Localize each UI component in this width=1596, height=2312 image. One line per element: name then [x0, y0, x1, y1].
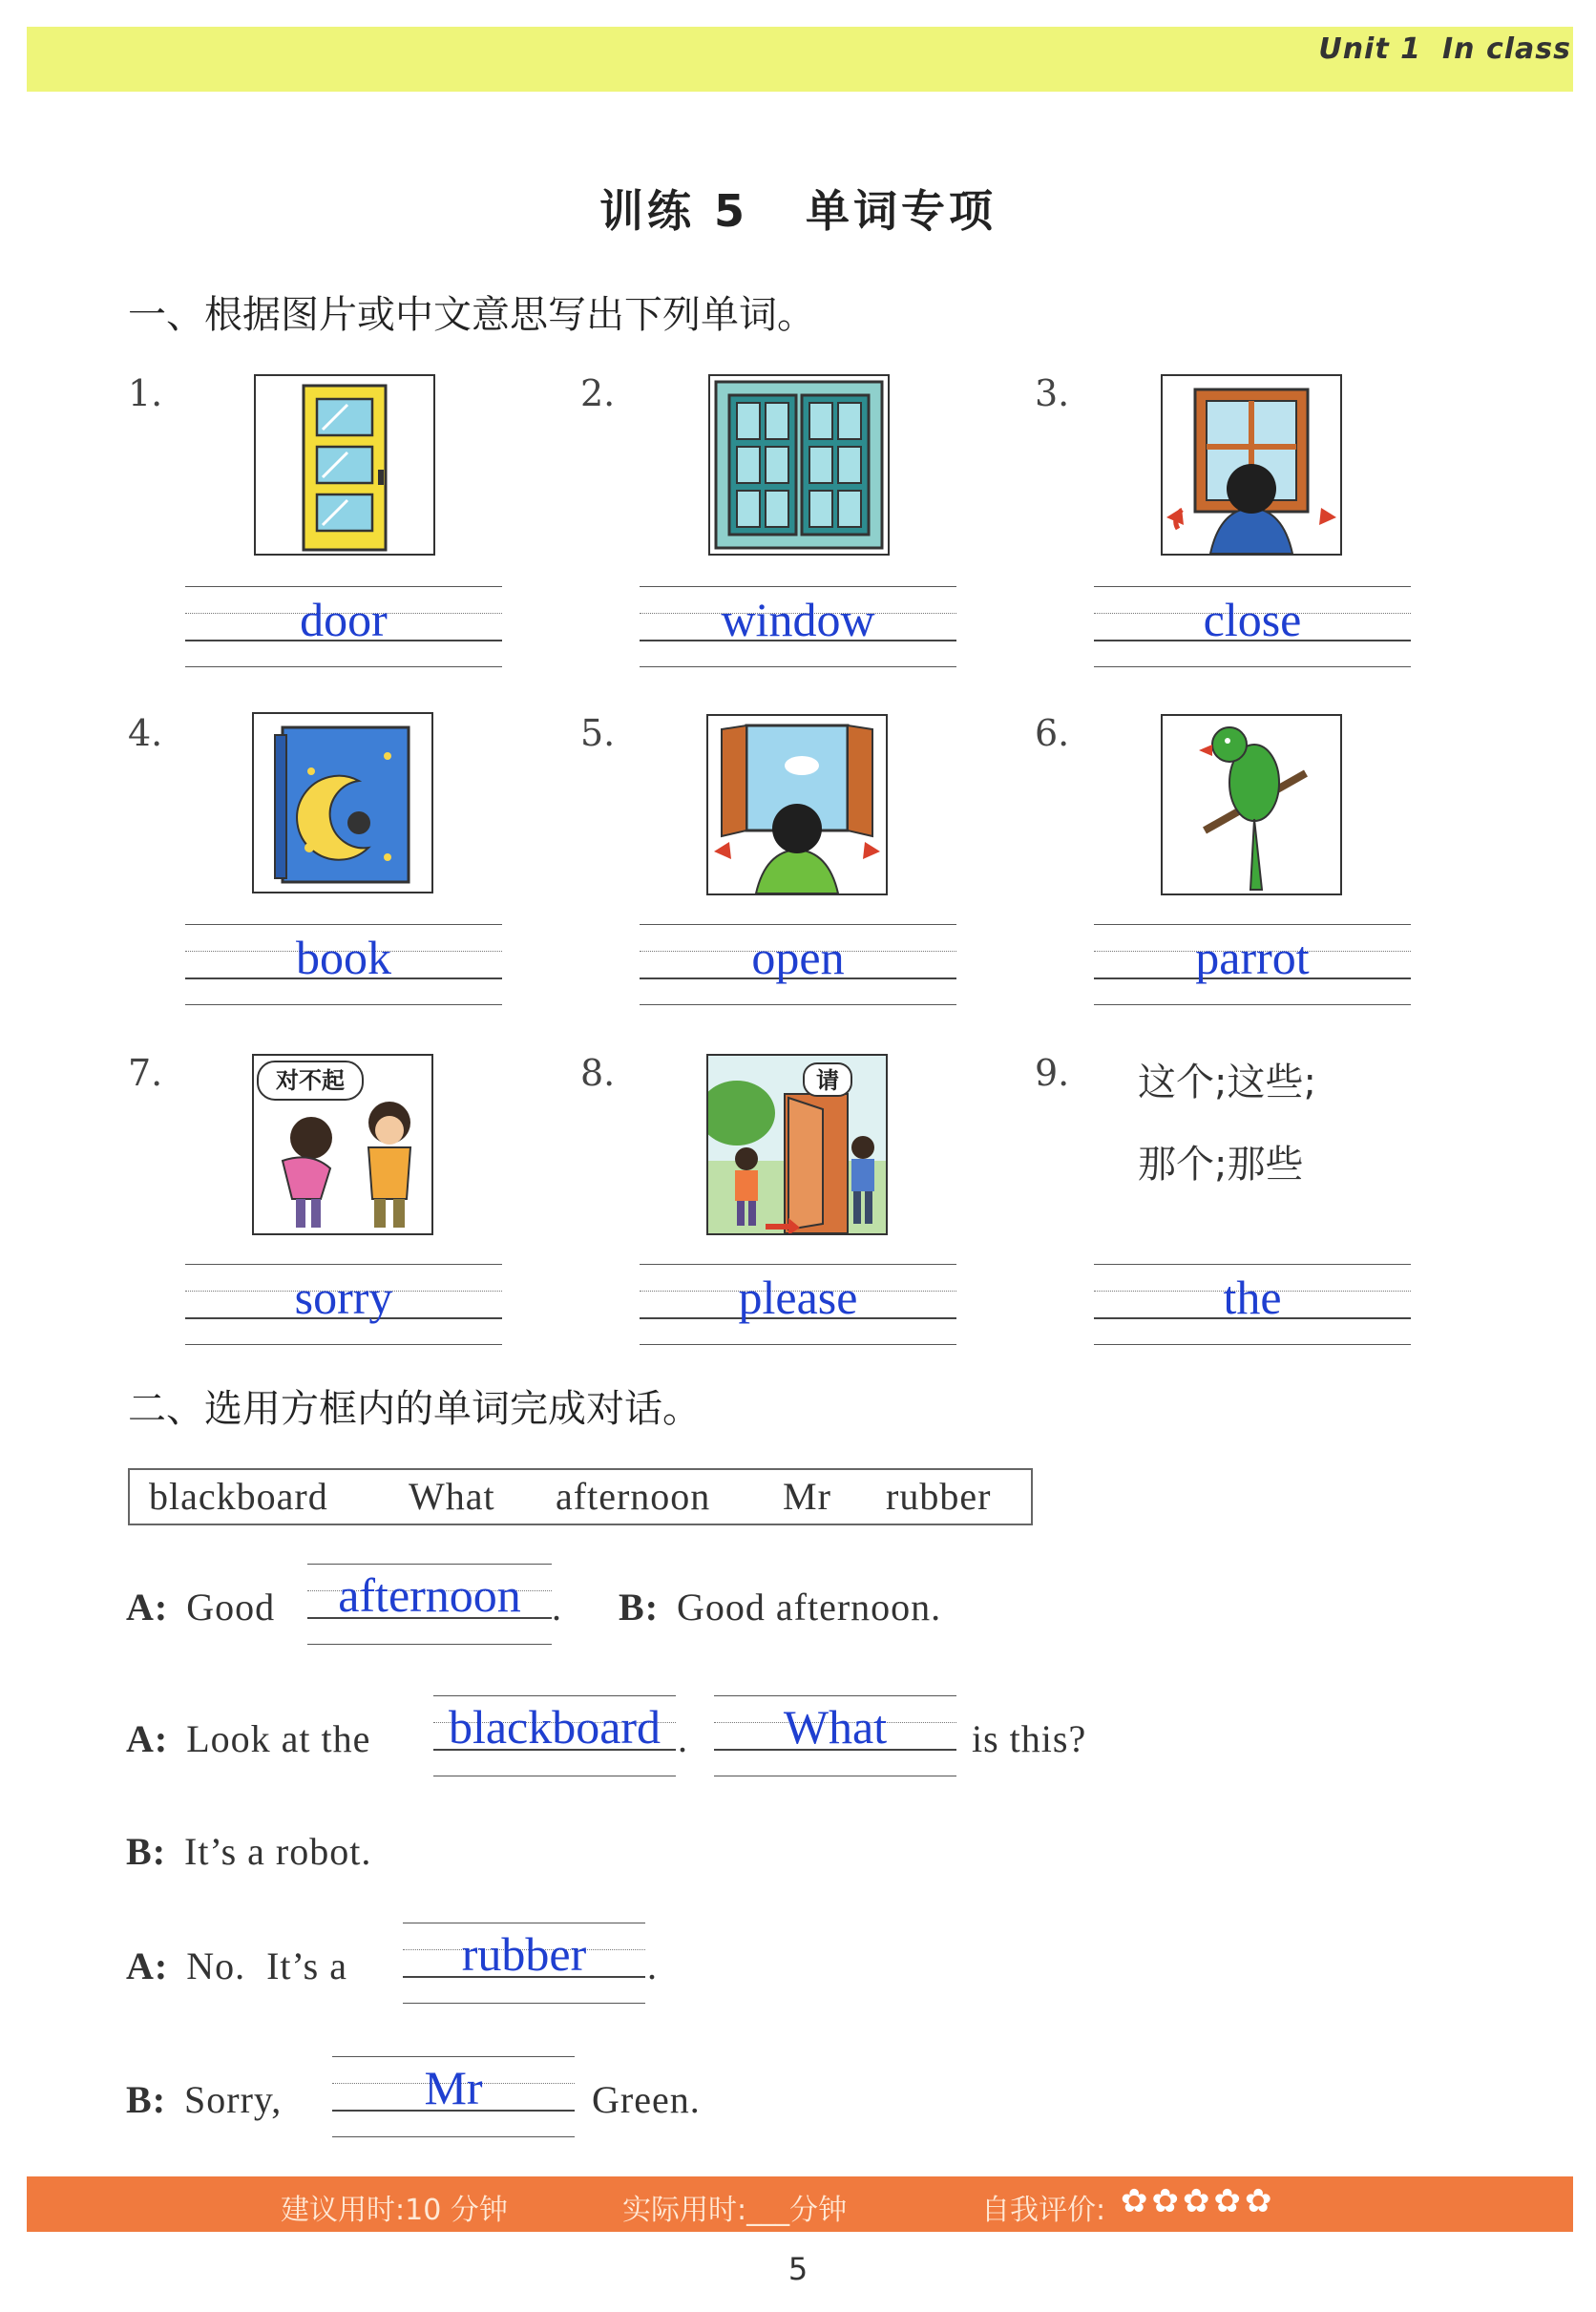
item-number: 6. — [1035, 712, 1070, 754]
answer-line — [640, 1264, 956, 1346]
dialogue-line-5: B: Sorry, — [126, 2078, 283, 2121]
word-box-item: blackboard — [149, 1475, 328, 1518]
sorry-icon — [252, 1054, 433, 1235]
sorry-bubble-text: 对不起 — [276, 1067, 345, 1094]
dialogue-text: Look at the — [186, 1717, 371, 1760]
rating-stars-icon: ✿✿✿✿✿ — [1121, 2182, 1276, 2220]
answer-please: please — [738, 1271, 858, 1324]
dialogue-punct: . — [678, 1717, 688, 1760]
dialogue-blank — [307, 1564, 552, 1646]
answer-sorry: sorry — [294, 1271, 393, 1324]
answer-line — [1094, 586, 1411, 668]
speaker-label: A — [126, 1944, 155, 1987]
window-icon — [708, 374, 890, 556]
dialogue-line-4: A: No. It’s a — [126, 1944, 347, 1987]
word-box — [128, 1468, 1033, 1525]
answer-afternoon: afternoon — [338, 1568, 521, 1622]
item-number: 4. — [128, 712, 163, 754]
answer-rubber: rubber — [461, 1927, 587, 1981]
dialogue-line-1: A: Good — [126, 1586, 276, 1629]
answer-blackboard: blackboard — [448, 1700, 662, 1754]
answer-door: door — [300, 593, 388, 646]
actual-time: 实际用时:___分钟 — [622, 2194, 848, 2227]
answer-mr: Mr — [424, 2061, 483, 2114]
answer-the: the — [1223, 1271, 1282, 1324]
please-bubble-text: 请 — [816, 1067, 839, 1094]
dialogue-punct: . — [552, 1586, 562, 1629]
open-window-icon — [706, 714, 888, 895]
speaker-label: A — [126, 1586, 155, 1629]
answer-line — [185, 586, 502, 668]
answer-open: open — [751, 931, 845, 984]
page-title: 训练 5 单词专项 — [598, 185, 998, 237]
dialogue-text: No. It’s a — [186, 1944, 347, 1987]
suggested-time: 建议用时:10 分钟 — [281, 2194, 508, 2227]
answer-line — [1094, 924, 1411, 1006]
word-box-item: What — [409, 1475, 495, 1518]
unit-label: Unit 1 — [1318, 32, 1421, 66]
speaker-label: B — [126, 2078, 153, 2121]
item-number: 5. — [580, 712, 616, 754]
item-number: 7. — [128, 1052, 163, 1094]
dialogue-blank — [433, 1695, 676, 1777]
chinese-meaning-line2: 那个;那些 — [1138, 1143, 1304, 1187]
dialogue-line-1b: B: Good afternoon. — [619, 1586, 942, 1629]
footer-bar — [27, 2176, 1573, 2232]
answer-line — [185, 924, 502, 1006]
page-number: 5 — [788, 2251, 808, 2287]
answer-line — [640, 924, 956, 1006]
word-box-item: Mr — [783, 1475, 831, 1518]
speaker-label: B — [619, 1586, 645, 1629]
dialogue-blank — [332, 2056, 575, 2138]
answer-book: book — [296, 931, 391, 984]
dialogue-line-3: B: It’s a robot. — [126, 1830, 372, 1873]
answer-close: close — [1203, 593, 1302, 646]
dialogue-text: It’s a robot. — [184, 1830, 372, 1873]
answer-line — [640, 586, 956, 668]
header-unit-label — [1297, 32, 1571, 66]
dialogue-blank — [403, 1923, 645, 2005]
item-number: 1. — [128, 372, 163, 414]
answer-what: What — [783, 1700, 888, 1754]
dialogue-text: Green. — [592, 2078, 701, 2121]
dialogue-text: Good — [186, 1586, 276, 1629]
speaker-label: A — [126, 1717, 155, 1760]
please-icon — [706, 1054, 888, 1235]
speaker-label: B — [126, 1830, 153, 1873]
dialogue-blank — [714, 1695, 956, 1777]
chinese-meaning-line1: 这个;这些; — [1138, 1061, 1316, 1104]
item-number: 2. — [580, 372, 616, 414]
section1-heading: 一、根据图片或中文意思写出下列单词。 — [128, 293, 815, 337]
dialogue-text: Good afternoon. — [677, 1586, 942, 1629]
answer-window: window — [721, 593, 875, 646]
dialogue-text: is this? — [972, 1717, 1087, 1760]
parrot-icon — [1161, 714, 1342, 895]
item-number: 8. — [580, 1052, 616, 1094]
dialogue-punct: . — [647, 1944, 658, 1987]
section2-heading: 二、选用方框内的单词完成对话。 — [128, 1387, 701, 1431]
answer-parrot: parrot — [1195, 931, 1310, 984]
item-number: 9. — [1035, 1052, 1070, 1094]
book-icon — [252, 712, 433, 893]
answer-line — [1094, 1264, 1411, 1346]
answer-line — [185, 1264, 502, 1346]
close-window-icon — [1161, 374, 1342, 556]
dialogue-line-2: A: Look at the — [126, 1717, 371, 1760]
dialogue-text: Sorry, — [184, 2078, 283, 2121]
lesson-label: In class — [1442, 32, 1571, 66]
self-rating-label: 自我评价: — [981, 2194, 1106, 2227]
word-box-item: afternoon — [556, 1475, 711, 1518]
item-number: 3. — [1035, 372, 1070, 414]
door-icon — [254, 374, 435, 556]
word-box-item: rubber — [886, 1475, 992, 1518]
